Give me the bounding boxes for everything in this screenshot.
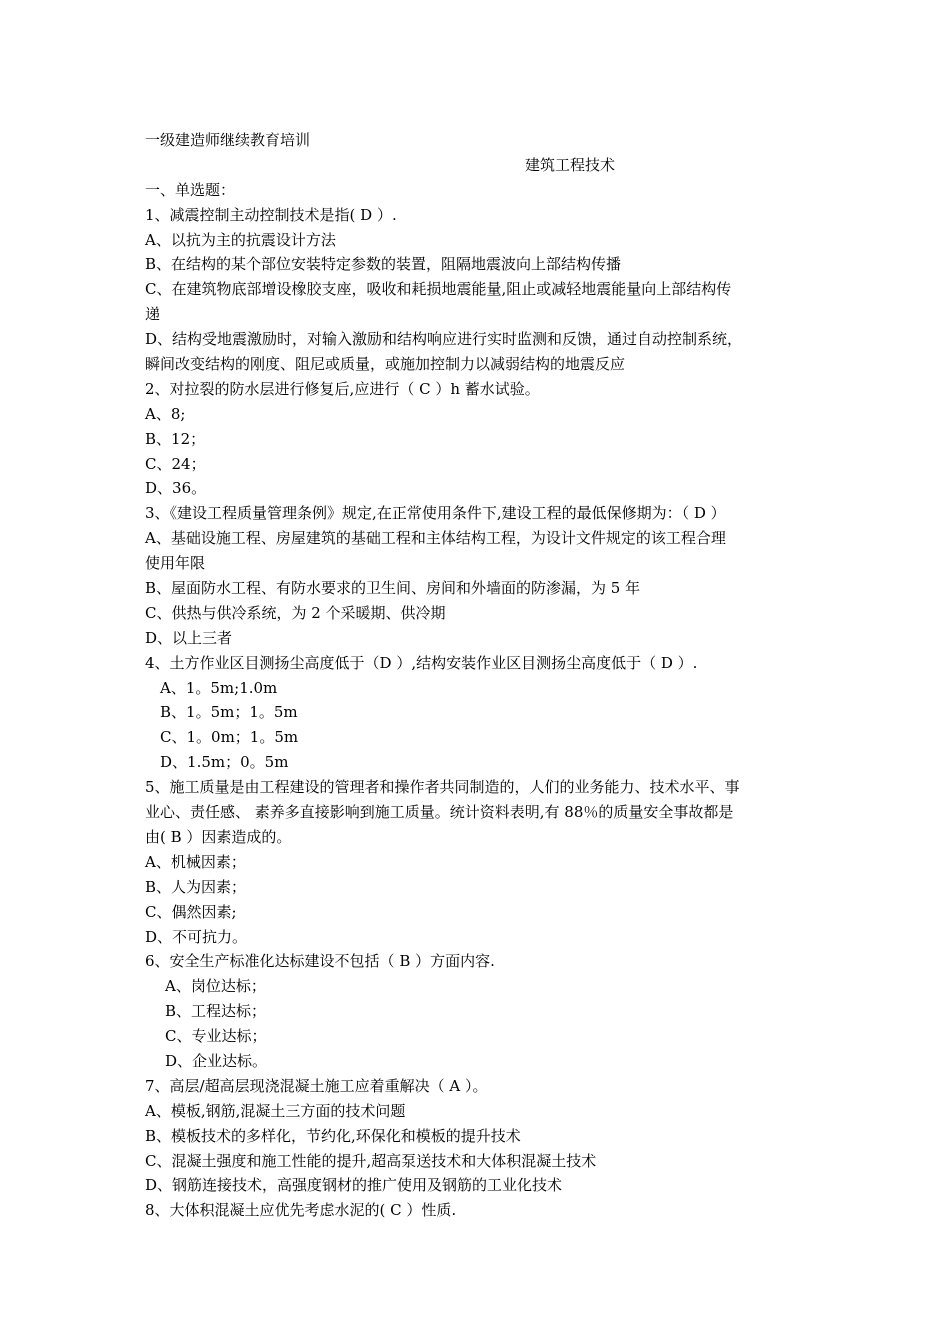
text-line: D、企业达标。 — [165, 1051, 268, 1070]
document-title: 建筑工程技术 — [524, 155, 615, 174]
text-line: 瞬间改变结构的刚度、阻尼或质量，或施加控制力以减弱结构的地震反应 — [145, 355, 626, 374]
text-line: C、偶然因素; — [145, 902, 237, 921]
text-line: B、在结构的某个部位安装特定参数的装置，阻隔地震波向上部结构传播 — [145, 255, 622, 274]
text-line: 5、施工质量是由工程建设的管理者和操作者共同制造的，人们的业务能力、技术水平、事 — [145, 778, 740, 797]
text-line: A、机械因素； — [145, 852, 246, 871]
text-line: B、1。5m；1。5m — [160, 703, 298, 722]
text-line: A、岗位达标； — [165, 977, 266, 996]
text-line: C、混凝土强度和施工性能的提升,超高泵送技术和大体积混凝土技术 — [145, 1151, 597, 1170]
text-line: B、工程达标； — [165, 1002, 267, 1021]
text-line: 递 — [145, 305, 161, 324]
text-line: 7、高层/超高层现浇混凝土施工应着重解决（ A ）。 — [145, 1076, 488, 1095]
text-line: A、模板,钢筋,混凝土三方面的技术问题 — [145, 1101, 406, 1120]
text-line: A、1。5m;1.0m — [160, 678, 278, 697]
text-line: 由( B ）因素造成的。 — [145, 827, 292, 846]
text-line: B、模板技术的多样化，节约化,环保化和模板的提升技术 — [145, 1126, 521, 1145]
document-content — [145, 128, 825, 1223]
text-line: 6、安全生产标准化达标建设不包括（ B ）方面内容. — [145, 952, 495, 971]
text-line: D、36。 — [145, 479, 207, 498]
text-line: D、1.5m；0。5m — [160, 753, 289, 772]
question-list — [145, 203, 825, 1224]
text-line: C、供热与供冷系统，为 2 个采暖期、供冷期 — [145, 603, 446, 622]
text-line: C、1。0m；1。5m — [160, 728, 299, 747]
text-line: 8、大体积混凝土应优先考虑水泥的( C ）性质. — [145, 1201, 457, 1220]
text-line: C、在建筑物底部增设橡胶支座，吸收和耗损地震能量,阻止或减轻地震能量向上部结构传 — [145, 280, 732, 299]
text-line: C、24； — [145, 454, 206, 473]
text-line: A、8; — [145, 404, 186, 423]
text-line: D、不可抗力。 — [145, 927, 248, 946]
text-line: 4、土方作业区目测扬尘高度低于（D ）,结构安装作业区目测扬尘高度低于（ D ）. — [145, 653, 698, 672]
section-heading: 一、单选题： — [145, 180, 236, 199]
document-header: 一级建造师继续教育培训 — [145, 131, 311, 149]
text-line: D、钢筋连接技术，高强度钢材的推广使用及钢筋的工业化技术 — [145, 1176, 563, 1195]
text-line: B、屋面防水工程、有防水要求的卫生间、房间和外墙面的防渗漏，为 5 年 — [145, 579, 641, 598]
text-line: 2、对拉裂的防水层进行修复后,应进行（ C ）h 蓄水试验。 — [145, 379, 540, 398]
text-line: A、以抗为主的抗震设计方法 — [145, 230, 336, 249]
text-line: 使用年限 — [145, 554, 206, 573]
text-line: 业心、责任感、 素养多直接影响到施工质量。统计资料表明,有 88％的质量安全事故都是 — [145, 803, 734, 822]
text-line: D、结构受地震激励时，对输入激励和结构响应进行实时监测和反馈，通过自动控制系统， — [145, 330, 743, 349]
text-line: A、基础设施工程、房屋建筑的基础工程和主体结构工程，为设计文件规定的该工程合理 — [145, 529, 726, 548]
text-line: C、专业达标； — [165, 1027, 267, 1046]
text-line: B、人为因素； — [145, 877, 247, 896]
text-line: D、以上三者 — [145, 628, 233, 647]
text-line: B、12； — [145, 429, 206, 448]
text-line: 3、《建设工程质量管理条例》规定,在正常使用条件下,建设工程的最低保修期为：（ D ） — [145, 504, 726, 523]
text-line: 1、减震控制主动控制技术是指( D ）. — [145, 205, 397, 224]
